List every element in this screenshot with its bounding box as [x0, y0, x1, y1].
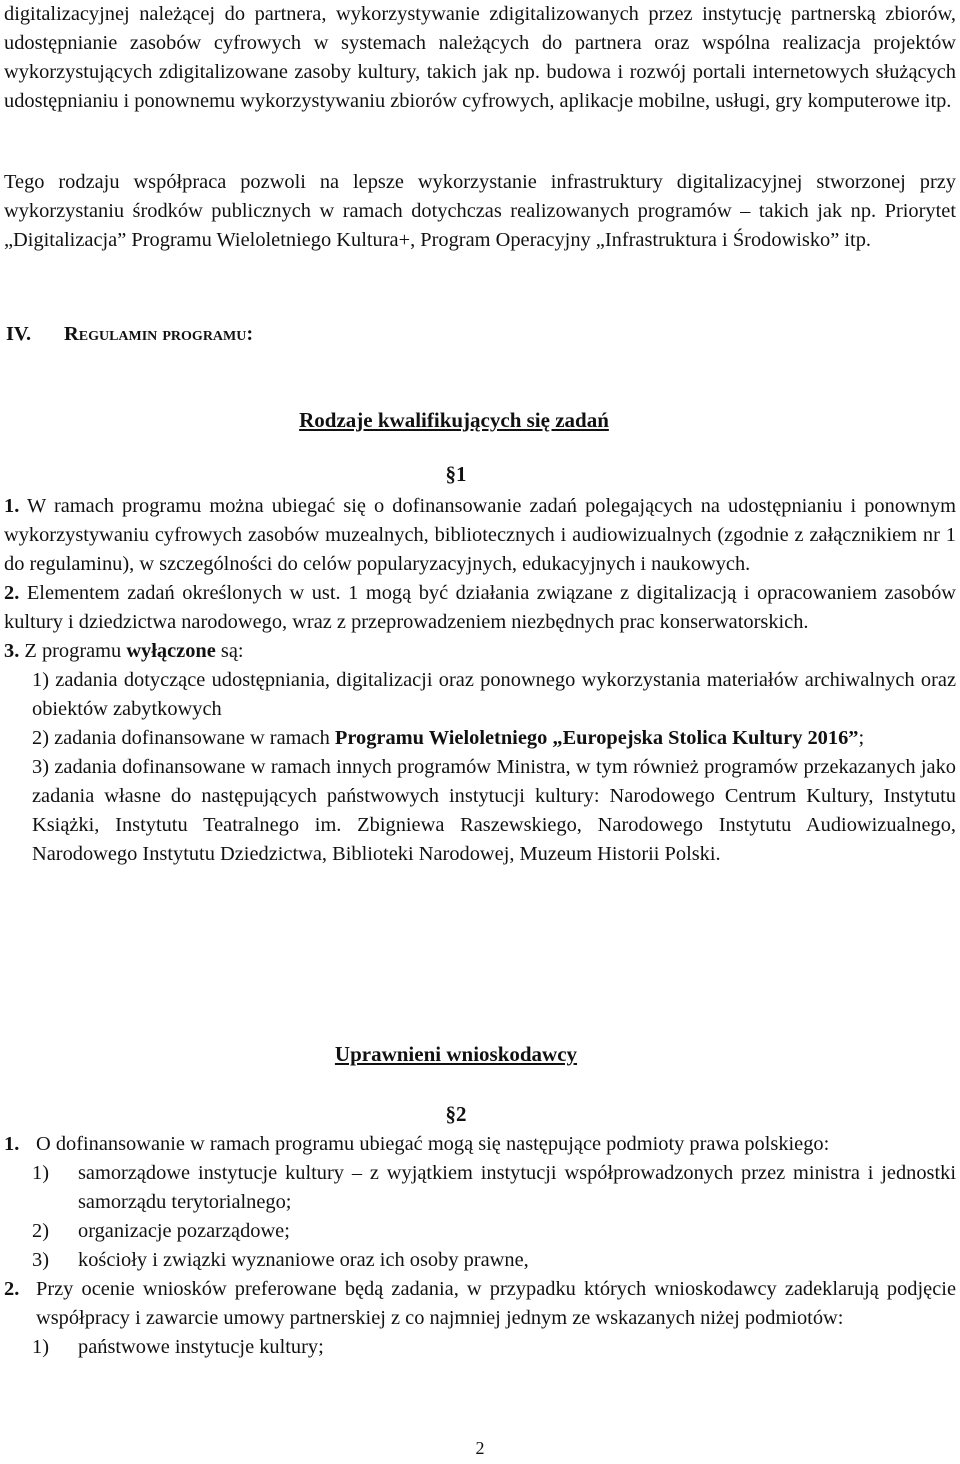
p2-item-1-text: O dofinansowanie w ramach programu ubiegać mogą się następujące podmioty prawa polskiego:	[36, 1133, 830, 1155]
p2-partner-list	[32, 1333, 956, 1362]
applicant-item-3-label: 3)	[32, 1249, 49, 1271]
applicant-item-2-text: organizacje pozarządowe;	[78, 1220, 290, 1242]
paragraph-marker-2: §2	[445, 1102, 467, 1126]
p1-item-3-number: 3.	[4, 640, 20, 662]
p1-item-3	[4, 637, 956, 666]
section-heading	[6, 323, 253, 346]
p1-item-1-text: W ramach programu można ubiegać się o dofinansowanie zadań polegających na udostępnianiu i ponownym wykorzystywaniu cyfrowych zasobów muzealnych, bibliotecznych i audiowizualnych (zgodnie z załącznikiem nr 1 do regulaminu), w szczególności do celów popularyzacyjnych, edukacyjnych i naukowych.	[4, 495, 956, 575]
p1-exclusion-2-pre: 2) zadania dofinansowane w ramach	[32, 727, 335, 749]
p1-item-2-text: Elementem zadań określonych w ust. 1 mogą być działania związane z digitalizacją i opracowaniem zasobów kultury i dziedzictwa narodowego, wraz z przeprowadzeniem niezbędnych prac konserwatorskich.	[4, 582, 956, 633]
p1-item-3-text-post: są:	[215, 640, 244, 662]
p1-item-1	[4, 492, 956, 579]
applicant-item-2-label: 2)	[32, 1220, 49, 1242]
p2-item-1-number: 1.	[4, 1133, 20, 1155]
p1-item-2	[4, 579, 956, 637]
subheading-qualifying-tasks: Rodzaje kwalifikujących się zadań	[299, 408, 609, 432]
p2-item-1	[4, 1130, 956, 1159]
section-title: Regulamin programu:	[64, 323, 254, 345]
p1-item-2-number: 2.	[4, 582, 20, 604]
applicant-item-1-label: 1)	[32, 1162, 49, 1184]
p1-exclusion-2	[32, 724, 956, 753]
page-number: 2	[475, 1438, 485, 1458]
p1-exclusion-2-post: ;	[858, 727, 865, 749]
partner-item-1-text: państwowe instytucje kultury;	[78, 1336, 324, 1358]
p1-exclusion-3: 3) zadania dofinansowane w ramach innych programów Ministra, w tym również programów przekazanych jako zadania własne do następujących państwowych instytucji kultury: Narodowego Centrum Kultury, Instytutu Książki, Instytutu Teatralnego im. Zbigniewa Raszewskiego, Narodowego Instytutu Audiowizualnego, Narodowego Instytutu Dziedzictwa, Biblioteki Narodowej, Muzeum Historii Polski.	[32, 756, 956, 865]
partner-item-1-label: 1)	[32, 1336, 49, 1358]
p1-item-3-text-pre: Z programu	[19, 640, 127, 662]
p2-item-2-number: 2.	[4, 1278, 20, 1300]
section-roman-numeral: IV.	[6, 323, 32, 345]
applicant-item-3-text: kościoły i związki wyznaniowe oraz ich osoby prawne,	[78, 1249, 529, 1271]
applicant-item-1	[32, 1159, 956, 1217]
subheading-eligible-applicants: Uprawnieni wnioskodawcy	[334, 1042, 578, 1066]
p1-item-1-number: 1.	[4, 495, 20, 517]
paragraph-marker-1: §1	[445, 462, 467, 486]
paragraph-2-body	[4, 1130, 956, 1362]
p2-item-2	[4, 1275, 956, 1333]
paragraph-1-body	[4, 492, 956, 869]
applicant-item-1-text: samorządowe instytucje kultury – z wyjątkiem instytucji współprowadzonych przez ministra i jednostki samorządu terytorialnego;	[78, 1162, 956, 1213]
p1-item-3-bold: wyłączone	[126, 640, 216, 662]
cooperation-paragraph: Tego rodzaju współpraca pozwoli na lepsze wykorzystanie infrastruktury digitalizacyjnej stworzonej przy wykorzystaniu środków publicznych w ramach dotychczas realizowanych programów – takich jak np. Priorytet „Digitalizacja” Programu Wieloletniego Kultura+, Program Operacyjny „Infrastruktura i Środowisko” itp.	[4, 171, 956, 251]
applicant-item-3	[32, 1246, 956, 1275]
p2-applicant-list	[32, 1159, 956, 1275]
p2-item-2-text: Przy ocenie wniosków preferowane będą zadania, w przypadku których wnioskodawcy zadeklarują podjęcie współpracy i zawarcie umowy partnerskiej z co najmniej jednym ze wskazanych niżej podmiotów:	[36, 1278, 956, 1329]
partner-item-1	[32, 1333, 956, 1362]
p1-exclusion-1: 1) zadania dotyczące udostępniania, digitalizacji oraz ponownego wykorzystania materiałów archiwalnych oraz obiektów zabytkowych	[32, 669, 956, 720]
intro-paragraph: digitalizacyjnej należącej do partnera, wykorzystywanie zdigitalizowanych przez instytucję partnerską zbiorów, udostępnianie zasobów cyfrowych w systemach należących do partnera oraz wspólna realizacja projektów wykorzystujących zdigitalizowane zasoby kultury, takich jak np. budowa i rozwój portali internetowych służących udostępnianiu i ponownemu wykorzystywaniu zbiorów cyfrowych, aplikacje mobilne, usługi, gry komputerowe itp.	[4, 3, 956, 112]
applicant-item-2	[32, 1217, 956, 1246]
p1-exclusion-2-bold: Programu Wieloletniego „Europejska Stolica Kultury 2016”	[334, 727, 859, 749]
